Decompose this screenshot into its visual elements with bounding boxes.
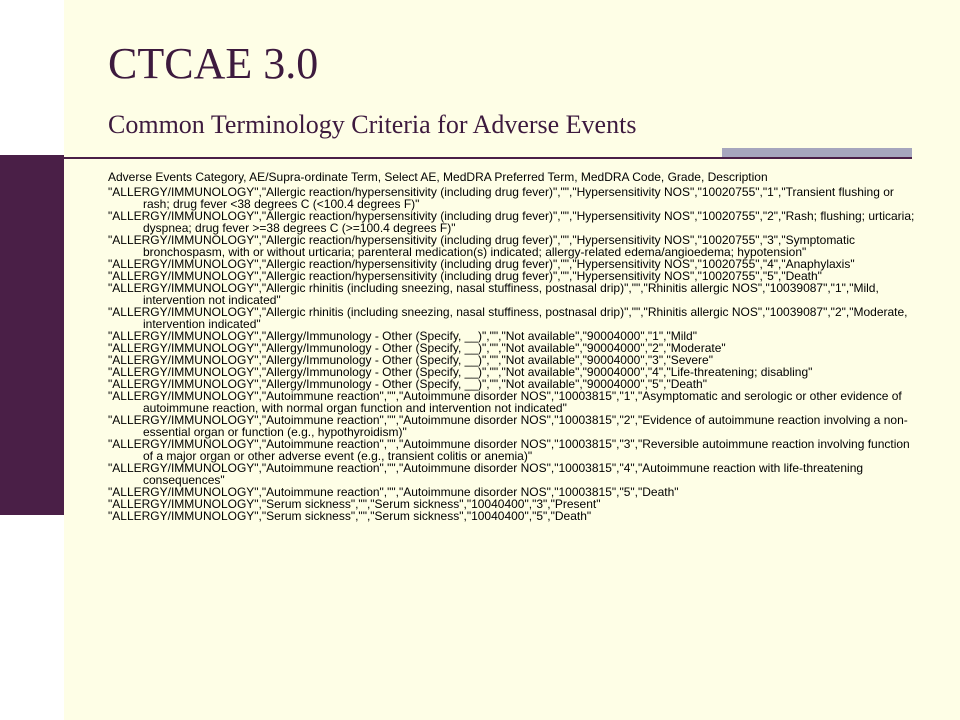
csv-entry: "ALLERGY/IMMUNOLOGY","Autoimmune reaction","","Autoimmune disorder NOS","10003815","5","Death" bbox=[108, 485, 679, 499]
csv-entry: "ALLERGY/IMMUNOLOGY","Allergic reaction/hypersensitivity (including drug fever)","","Hypersensitivity NOS","10020755","1","Transient flushing or rash; drug fever <38 degrees C (<100.4 degrees F)" bbox=[108, 185, 894, 211]
csv-entry: "ALLERGY/IMMUNOLOGY","Serum sickness","","Serum sickness","10040400","3","Present" bbox=[108, 497, 601, 511]
csv-entry: "ALLERGY/IMMUNOLOGY","Allergy/Immunology - Other (Specify, __)","","Not available","90004000","2","Moderate" bbox=[108, 341, 726, 355]
csv-entry: "ALLERGY/IMMUNOLOGY","Autoimmune reaction","","Autoimmune disorder NOS","10003815","1","Asymptomatic and serologic or other evidence of autoimmune reaction, with normal organ function and intervention not indicated" bbox=[108, 389, 902, 415]
csv-entry: "ALLERGY/IMMUNOLOGY","Allergy/Immunology - Other (Specify, __)","","Not available","90004000","1","Mild" bbox=[108, 329, 697, 343]
csv-entry: "ALLERGY/IMMUNOLOGY","Allergy/Immunology - Other (Specify, __)","","Not available","90004000","4","Life-threatening; disabling" bbox=[108, 365, 813, 379]
csv-entry: "ALLERGY/IMMUNOLOGY","Serum sickness","","Serum sickness","10040400","5","Death" bbox=[108, 509, 592, 523]
csv-entry: "ALLERGY/IMMUNOLOGY","Autoimmune reaction","","Autoimmune disorder NOS","10003815","2","Evidence of autoimmune reaction involving a non-essential organ or function (e.g., hypothyroidism)" bbox=[108, 413, 908, 439]
csv-header-line: Adverse Events Category, AE/Supra-ordinate Term, Select AE, MedDRA Preferred Term, MedDRA Code, Grade, Description bbox=[108, 170, 768, 184]
csv-entry: "ALLERGY/IMMUNOLOGY","Autoimmune reaction","","Autoimmune disorder NOS","10003815","4","Autoimmune reaction with life-threatening consequences" bbox=[108, 461, 864, 487]
csv-entry: "ALLERGY/IMMUNOLOGY","Autoimmune reaction","","Autoimmune disorder NOS","10003815","3","Reversible autoimmune reaction involving function of a major organ or other adverse event (e.g., transient colitis or anemia)" bbox=[108, 437, 910, 463]
title-divider-rule bbox=[40, 157, 912, 159]
csv-entry: "ALLERGY/IMMUNOLOGY","Allergic reaction/hypersensitivity (including drug fever)","","Hypersensitivity NOS","10020755","4","Anaphylaxis" bbox=[108, 257, 855, 271]
csv-entry: "ALLERGY/IMMUNOLOGY","Allergic reaction/hypersensitivity (including drug fever)","","Hypersensitivity NOS","10020755","5","Death" bbox=[108, 269, 822, 283]
csv-entry: "ALLERGY/IMMUNOLOGY","Allergy/Immunology - Other (Specify, __)","","Not available","90004000","5","Death" bbox=[108, 377, 707, 391]
title-accent-rule bbox=[722, 148, 912, 157]
csv-entry: "ALLERGY/IMMUNOLOGY","Allergy/Immunology - Other (Specify, __)","","Not available","90004000","3","Severe" bbox=[108, 353, 713, 367]
left-accent-bar bbox=[0, 155, 64, 515]
slide-subtitle: Common Terminology Criteria for Adverse Events bbox=[108, 110, 637, 139]
csv-entry-list bbox=[108, 186, 918, 522]
csv-entry: "ALLERGY/IMMUNOLOGY","Allergic reaction/hypersensitivity (including drug fever)","","Hypersensitivity NOS","10020755","2","Rash; flushing; urticaria; dyspnea; drug fever >=38 degrees C (>=100.4 degrees F)" bbox=[108, 209, 915, 235]
csv-entry: "ALLERGY/IMMUNOLOGY","Allergic rhinitis (including sneezing, nasal stuffiness, postnasal drip)","","Rhinitis allergic NOS","10039087","2","Moderate, intervention indicated" bbox=[108, 305, 908, 331]
slide-title: CTCAE 3.0 bbox=[108, 39, 319, 88]
csv-entry: "ALLERGY/IMMUNOLOGY","Allergic reaction/hypersensitivity (including drug fever)","","Hypersensitivity NOS","10020755","3","Symptomatic bronchospasm, with or without urticaria; parenteral medication(s) indicated; allergy-related edema/angioedema; hypotension" bbox=[108, 233, 855, 259]
csv-entry: "ALLERGY/IMMUNOLOGY","Allergic rhinitis (including sneezing, nasal stuffiness, postnasal drip)","","Rhinitis allergic NOS","10039087","1","Mild, intervention not indicated" bbox=[108, 281, 879, 307]
